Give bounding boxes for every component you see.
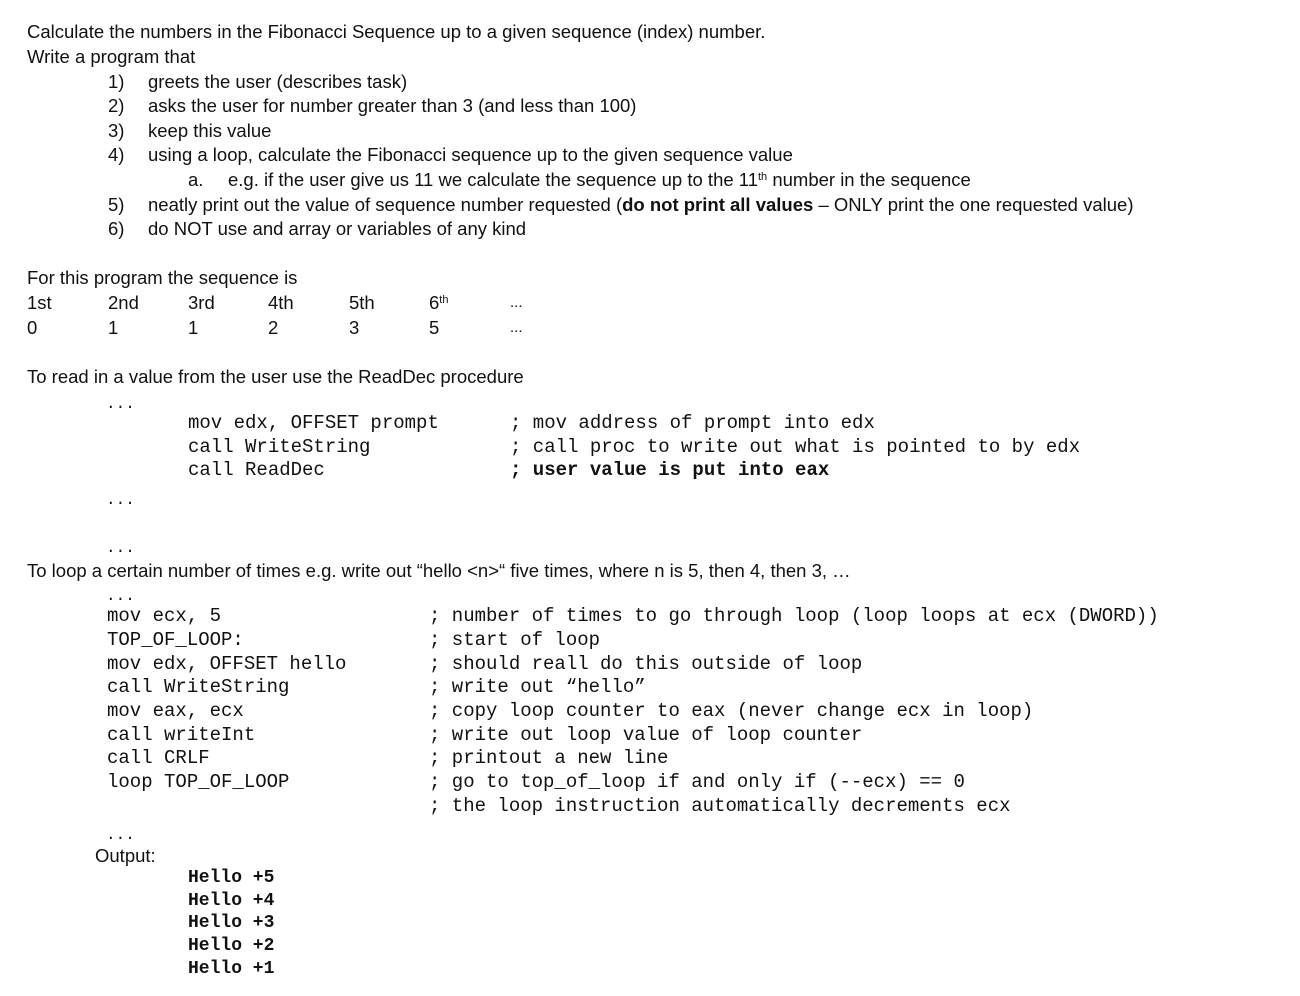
step-text-bold: do not print all values	[622, 194, 814, 215]
code-comment: ; go to top_of_loop if and only if (--ecx) == 0	[429, 771, 965, 793]
sequence-value: 0	[27, 317, 38, 338]
output-line: Hello +4	[188, 891, 275, 911]
code-comment-bold: ; user value is put into eax	[510, 459, 830, 481]
step-text-post: – ONLY print the one requested value)	[813, 194, 1134, 215]
sequence-header-text: 6	[429, 292, 440, 313]
code-comment: ; copy loop counter to eax (never change ecx in loop)	[429, 700, 1034, 722]
code-instruction: mov ecx, 5	[107, 605, 222, 627]
sequence-header-superscript: th	[439, 294, 449, 306]
loop-caption: To loop a certain number of times e.g. write out “hello <n>“ five times, where n is 5, then 4, then 3, …	[27, 560, 851, 581]
code-comment: ; write out “hello”	[429, 676, 646, 698]
sequence-header: 3rd	[188, 292, 215, 313]
output-line: Hello +1	[188, 959, 275, 979]
code-instruction: mov edx, OFFSET hello	[107, 653, 347, 675]
sequence-header: 2nd	[108, 292, 139, 313]
step-text: greets the user (describes task)	[148, 71, 408, 92]
sequence-value: 1	[188, 317, 199, 338]
code-instruction: call WriteString	[107, 676, 290, 698]
code-comment: ; write out loop value of loop counter	[429, 724, 863, 746]
code-comment: ; number of times to go through loop (loop loops at ecx (DWORD))	[429, 605, 1159, 627]
sequence-header: ...	[510, 294, 523, 311]
sequence-caption: For this program the sequence is	[27, 267, 298, 288]
sequence-value: 3	[349, 317, 360, 338]
intro-line-2: Write a program that	[27, 46, 196, 67]
output-line: Hello +3	[188, 913, 275, 933]
sequence-header	[429, 291, 448, 316]
ellipsis: ...	[106, 491, 135, 509]
step-number: 6)	[108, 218, 125, 239]
code-instruction: mov eax, ecx	[107, 700, 244, 722]
step-text	[148, 193, 1134, 218]
sequence-value: 1	[108, 317, 119, 338]
sequence-value: 5	[429, 317, 440, 338]
substep-label: a.	[188, 169, 204, 190]
code-instruction: call CRLF	[107, 747, 210, 769]
sequence-header: 5th	[349, 292, 375, 313]
code-comment: ; mov address of prompt into edx	[510, 412, 875, 434]
output-label: Output:	[95, 845, 156, 866]
intro-line-1: Calculate the numbers in the Fibonacci Sequence up to a given sequence (index) number.	[27, 21, 766, 42]
code-instruction: mov edx, OFFSET prompt	[188, 412, 439, 434]
substep-text	[228, 168, 971, 193]
code-instruction: call WriteString	[188, 436, 371, 458]
code-label: TOP_OF_LOOP:	[107, 629, 244, 651]
step-number: 1)	[108, 71, 125, 92]
ellipsis: ...	[106, 826, 135, 844]
readdec-caption: To read in a value from the user use the ReadDec procedure	[27, 366, 524, 387]
ellipsis: ...	[106, 539, 135, 557]
substep-text-post: number in the sequence	[767, 169, 971, 190]
output-line: Hello +5	[188, 868, 275, 888]
step-text: asks the user for number greater than 3 (and less than 100)	[148, 95, 637, 116]
code-instruction: call writeInt	[107, 724, 256, 746]
step-number: 2)	[108, 95, 125, 116]
substep-text-pre: e.g. if the user give us 11 we calculate the sequence up to the 11	[228, 169, 758, 190]
ellipsis: ...	[106, 587, 135, 605]
code-comment: ; the loop instruction automatically decrements ecx	[429, 795, 1011, 817]
step-text: using a loop, calculate the Fibonacci sequence up to the given sequence value	[148, 144, 793, 165]
code-instruction: call ReadDec	[188, 459, 325, 481]
step-number: 5)	[108, 194, 125, 215]
step-text: do NOT use and array or variables of any kind	[148, 218, 527, 239]
step-number: 4)	[108, 144, 125, 165]
code-comment: ; should reall do this outside of loop	[429, 653, 863, 675]
ellipsis: ...	[106, 395, 135, 413]
step-text-pre: neatly print out the value of sequence number requested (	[148, 194, 623, 215]
code-comment: ; start of loop	[429, 629, 601, 651]
sequence-value: ...	[510, 319, 523, 336]
step-number: 3)	[108, 120, 125, 141]
code-comment: ; call proc to write out what is pointed to by edx	[510, 436, 1081, 458]
output-line: Hello +2	[188, 936, 275, 956]
step-text: keep this value	[148, 120, 272, 141]
sequence-value: 2	[268, 317, 279, 338]
code-instruction: loop TOP_OF_LOOP	[107, 771, 290, 793]
sequence-header: 1st	[27, 292, 52, 313]
code-comment: ; printout a new line	[429, 747, 669, 769]
sequence-header: 4th	[268, 292, 294, 313]
substep-superscript: th	[758, 171, 768, 183]
